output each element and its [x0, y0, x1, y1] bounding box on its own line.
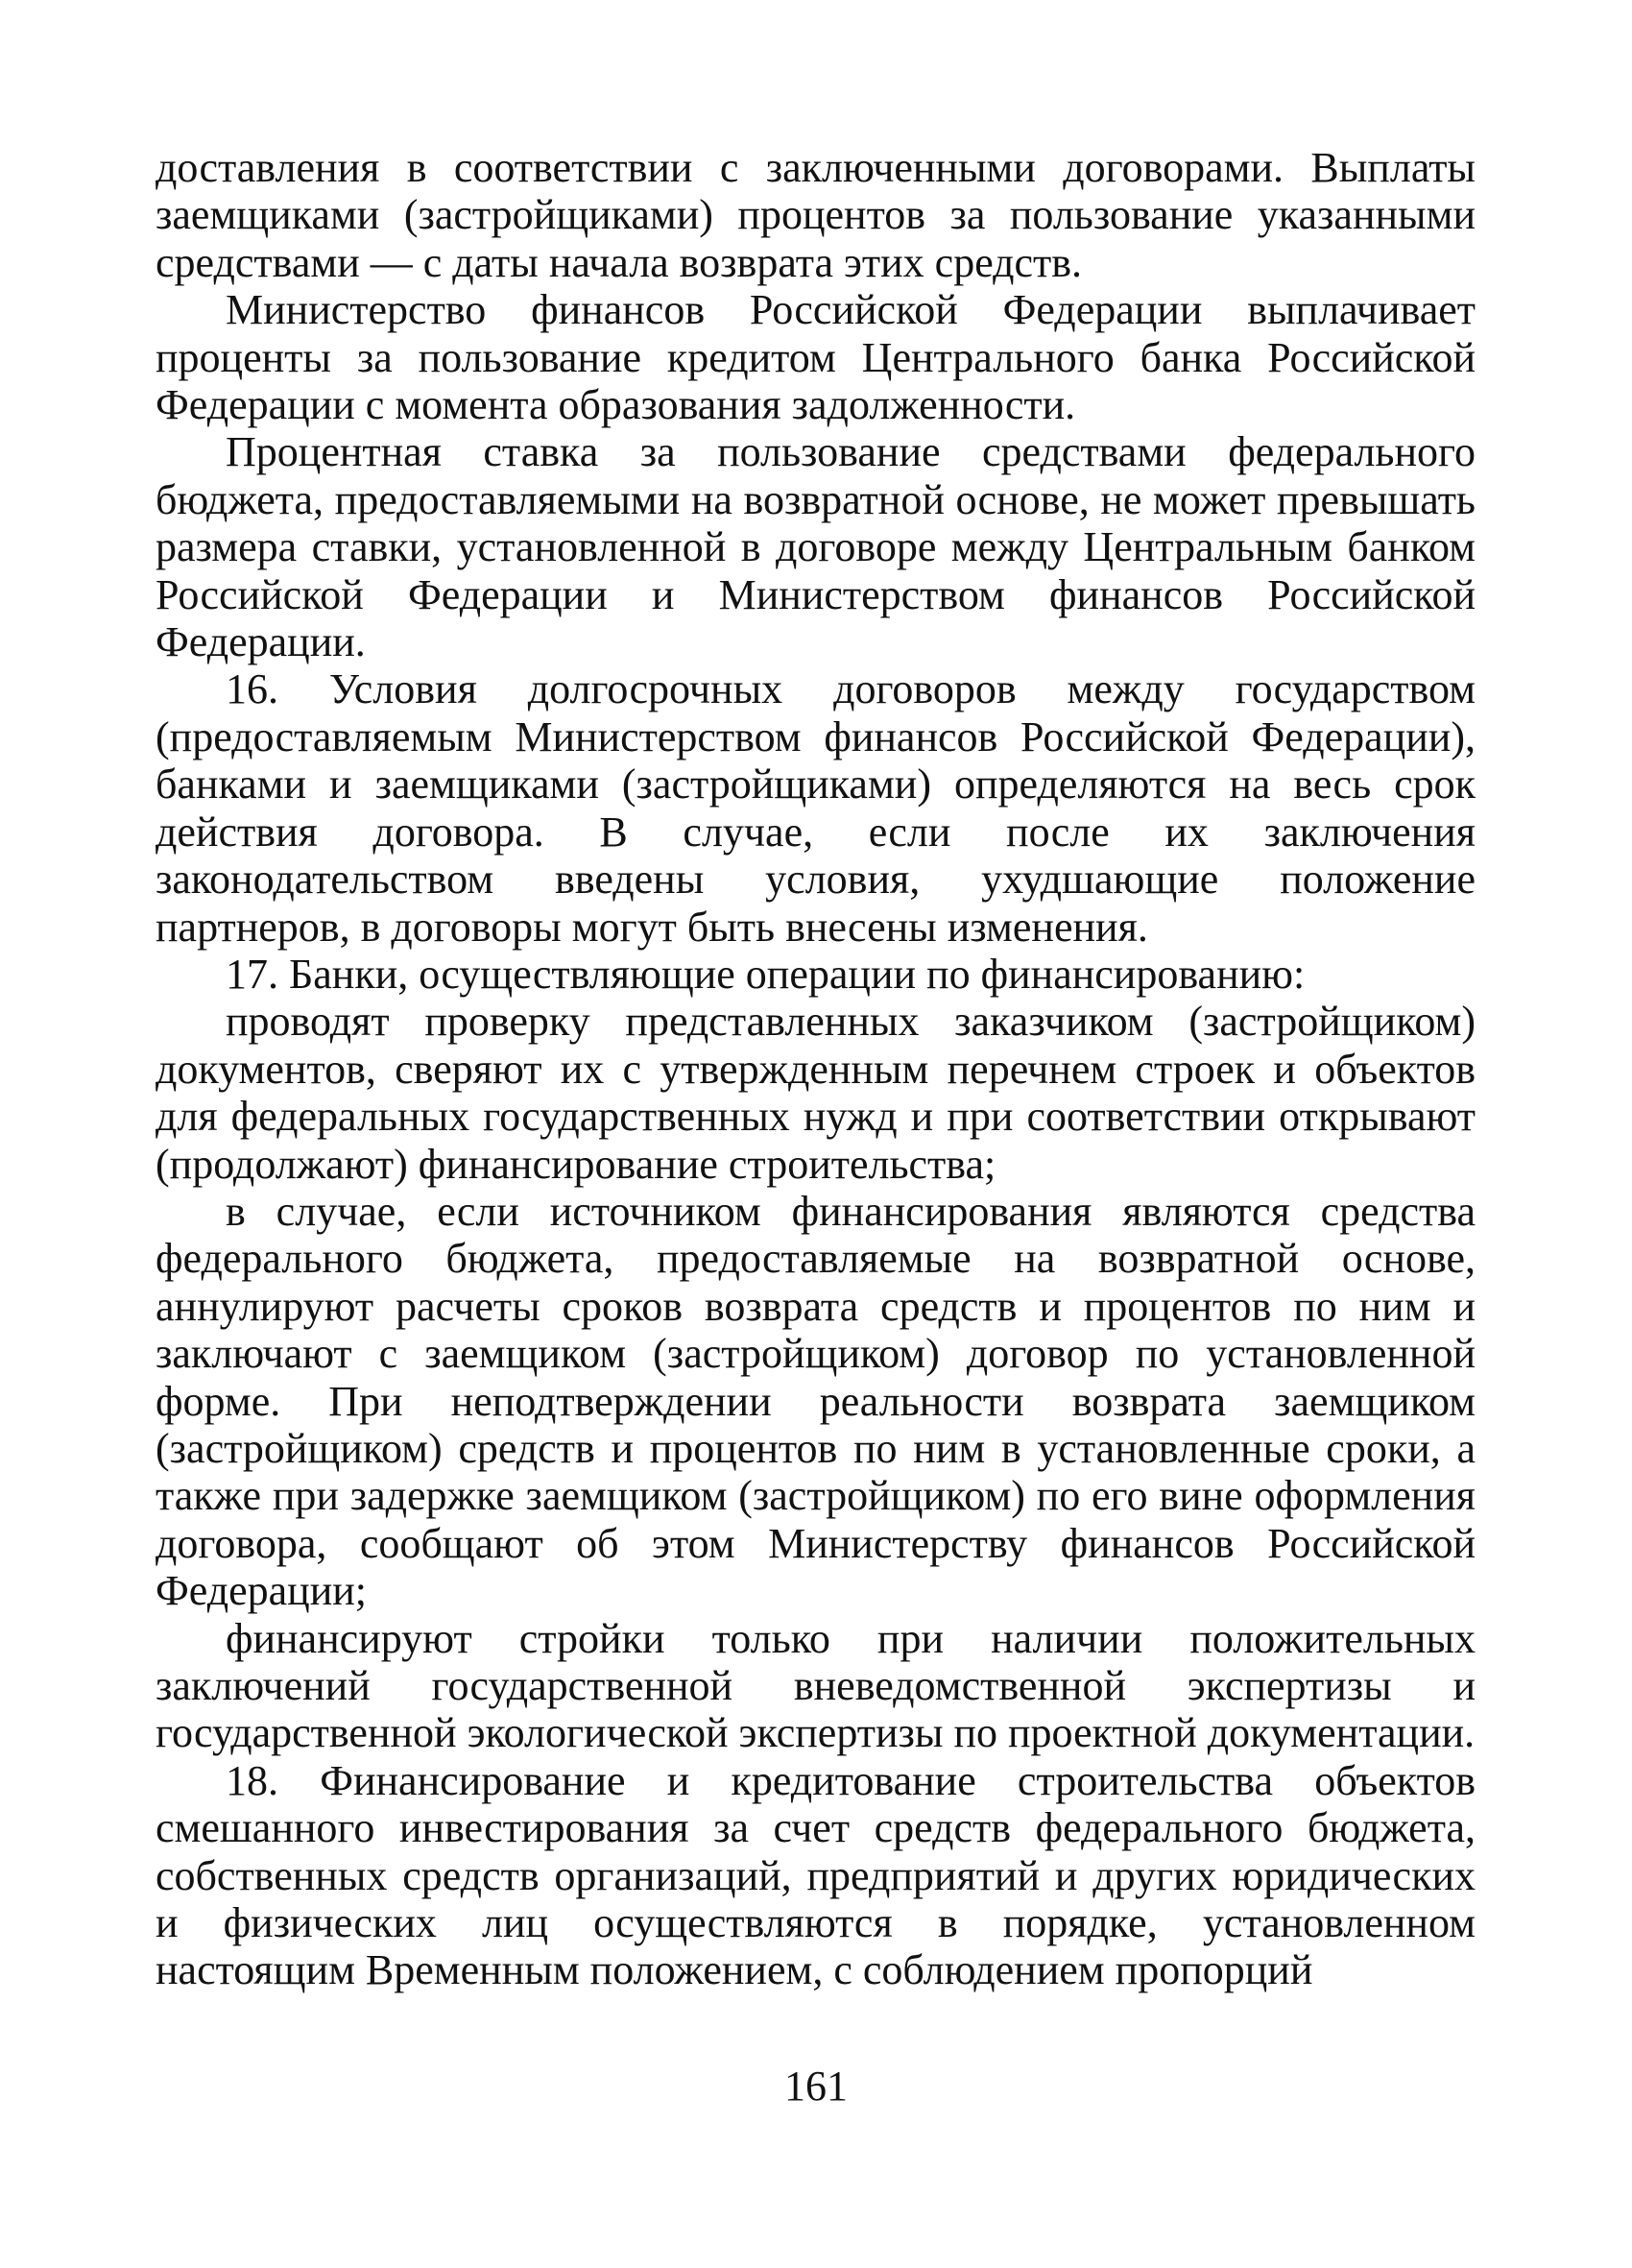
page-number: 161 — [784, 2063, 848, 2110]
paragraph-item-17: 17. Банки, осуществляющие операции по финансированию: — [226, 950, 1306, 998]
paragraph-item-18: 18. Финансирование и кредитование строительства объектов смешанного инвестирования за счет средств федерального бюджета, собственных средств организаций, предприятий и других юридических и физических лиц осуществляются в порядке, установленном настоящим Временным положением, с соблюдением пропорций — [156, 1756, 1476, 1994]
paragraph-ministry-interest: Министерство финансов Российской Федерации выплачивает проценты за пользование кредитом Центрального банка Российской Федерации с момента образования задолженности. — [156, 286, 1476, 429]
page-body — [156, 144, 1476, 1994]
paragraph-continuation: доставления в соответствии с заключенными договорами. Выплаты заемщиками (застройщиками) процентов за пользование указанными средствами — с даты начала возврата этих средств. — [156, 144, 1476, 286]
paragraph-interest-rate: Процентная ставка за пользование средствами федерального бюджета, предоставляемыми на возвратной основе, не может превышать размера ставки, установленной в договоре между Центральным банком Российской Федерации и Министерством финансов Российской Федерации. — [156, 428, 1476, 666]
paragraph-item-16: 16. Условия долгосрочных договоров между государством (предоставляемым Министерством финансов Российской Федерации), банками и заемщиками (застройщиками) определяются на весь срок действия договора. В случае, если после их заключения законодательством введены условия, ухудшающие положение партнеров, в договоры могут быть внесены изменения. — [156, 665, 1476, 951]
paragraph-item-17-returnable: в случае, если источником финансирования являются средства федерального бюджета, предоставляемые на возвратной основе, аннулируют расчеты сроков возврата средств и процентов по ним и заключают с заемщиком (застройщиком) договор по установленной форме. При неподтверждении реальности возврата заемщиком (застройщиком) средств и процентов по ним в установленные сроки, а также при задержке заемщиком (застройщиком) по его вине оформления договора, сообщают об этом Министерству финансов Российской Федерации; — [156, 1187, 1476, 1615]
paragraph-item-17-expertise: финансируют стройки только при наличии положительных заключений государственной вневедомственной экспертизы и государственной экологической экспертизы по проектной документации. — [156, 1614, 1476, 1757]
paragraph-item-17-check: проводят проверку представленных заказчиком (застройщиком) документов, сверяют их с утвержденным перечнем строек и объектов для федеральных государственных нужд и при соответствии открывают (продолжают) финансирование строительства; — [156, 998, 1476, 1188]
